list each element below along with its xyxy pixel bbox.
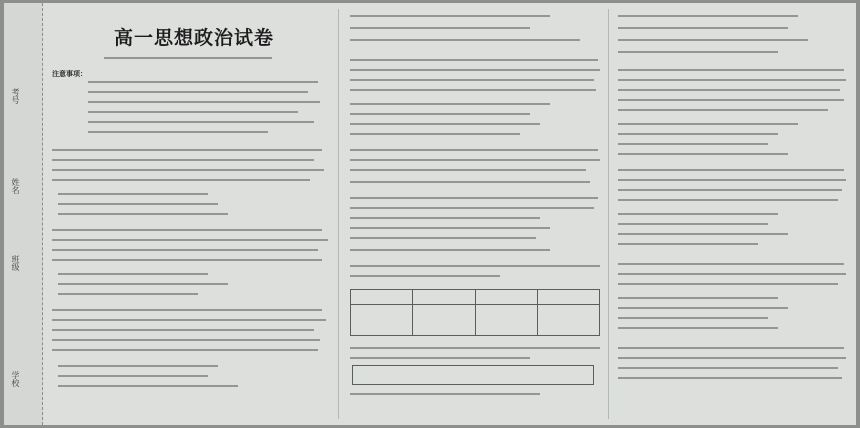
answer-table xyxy=(350,289,600,336)
page-column-2 xyxy=(342,3,604,425)
binding-strip xyxy=(4,3,43,425)
binding-label-exam-number: 考号 xyxy=(11,88,20,104)
binding-label-school: 学校 xyxy=(11,371,20,387)
column-divider-2 xyxy=(608,9,609,419)
notice-heading: 注意事项： xyxy=(52,69,87,78)
exam-title: 高一思想政治试卷 xyxy=(114,27,275,49)
exam-sheet xyxy=(4,3,856,425)
material-box xyxy=(352,365,594,385)
page-column-1 xyxy=(48,3,334,425)
binding-label-class: 班级 xyxy=(11,255,20,271)
binding-label-name: 姓名 xyxy=(11,178,20,194)
page-column-3 xyxy=(612,3,852,425)
column-divider xyxy=(338,9,339,419)
